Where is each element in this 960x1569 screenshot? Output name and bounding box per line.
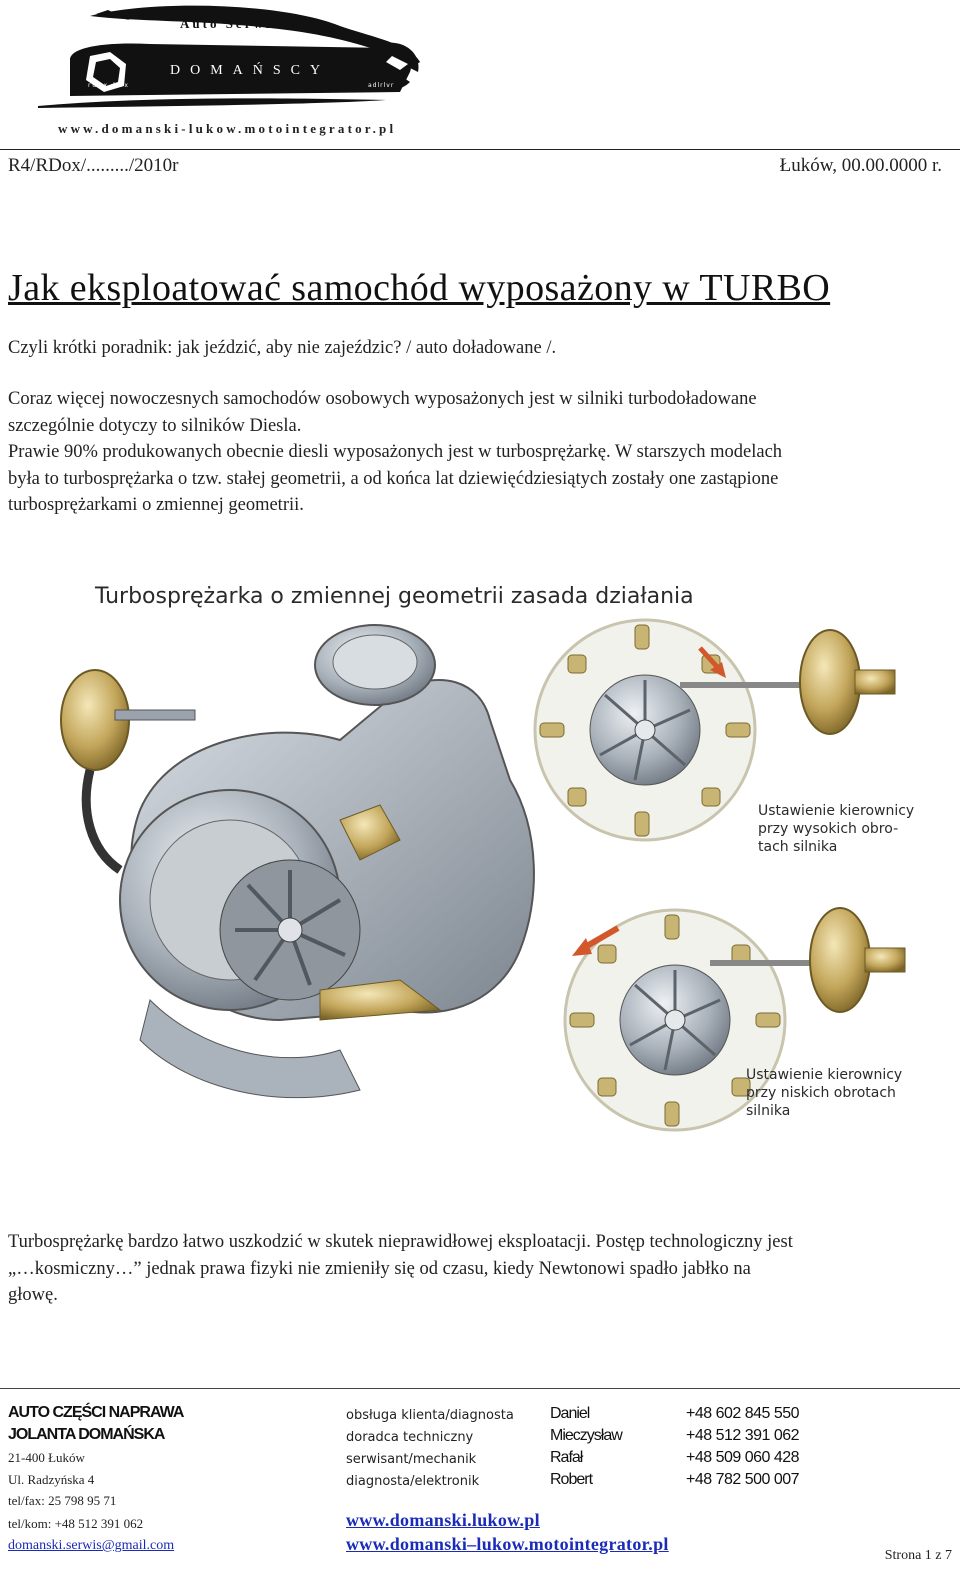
vane-ring-high-rpm — [535, 620, 755, 840]
contact-phone[interactable]: +48 509 060 428 — [686, 1449, 800, 1466]
contact-phone[interactable]: +48 782 500 007 — [686, 1471, 800, 1488]
footer-divider — [0, 1388, 960, 1389]
contact-role: diagnosta/elektronik — [346, 1474, 480, 1489]
text-line: Turbosprężarkę bardzo łatwo uszkodzić w skutek nieprawidłowej eksploatacji. Postęp technologiczny jest — [8, 1232, 793, 1252]
header-website[interactable]: www.domanski-lukow.motointegrator.pl — [58, 121, 397, 136]
contact-role: serwisant/mechanik — [346, 1452, 477, 1467]
text-line: była to turbosprężarka o tzw. stałej geometrii, a od końca lat dziewięćdziesiątych zostały one zastąpione — [8, 468, 779, 489]
text-line: Prawie 90% produkowanych obecnie diesli wyposażonych jest w turbosprężarkę. W starszych modelach — [8, 442, 783, 462]
text-line: turbosprężarkami o zmiennej geometrii. — [8, 495, 304, 515]
document-date: Łuków, 00.00.0000 r. — [779, 155, 942, 176]
document-reference: R4/RDox/........./2010r — [8, 155, 179, 176]
contact-role: obsługa klienta/diagnosta — [346, 1408, 514, 1423]
caption-line: przy niskich obrotach — [746, 1085, 896, 1101]
figure-title: Turbosprężarka o zmiennej geometrii zasada działania — [95, 584, 694, 609]
logo-text-domanscy: DOMAŃSCY — [170, 63, 331, 78]
logo-small-text: adlrlvr — [368, 82, 395, 89]
company-name: AUTO CZĘŚCI NAPRAWA — [8, 1404, 184, 1421]
text-line: głowę. — [8, 1285, 58, 1305]
caption-line: silnika — [746, 1103, 791, 1119]
contact-phone[interactable]: +48 512 391 062 — [686, 1427, 800, 1444]
header-divider — [0, 149, 960, 150]
caption-line: przy wysokich obro- — [758, 821, 899, 837]
contact-name: Robert — [550, 1471, 593, 1488]
contact-phone[interactable]: +48 602 845 550 — [686, 1405, 800, 1422]
article-subtitle: Czyli krótki poradnik: jak jeździć, aby nie zajeździc? / auto doładowane /. — [8, 338, 557, 358]
caption-low-rpm — [746, 1066, 931, 1120]
article-title: Jak eksploatować samochód wyposażony w TURBO — [8, 267, 831, 309]
contact-name: Daniel — [550, 1405, 590, 1422]
company-postal: 21-400 Łuków — [8, 1450, 85, 1465]
text-line: „…kosmiczny…” jednak prawa fizyki nie zmieniły się od czasu, kiedy Newtonowi spadło jabłko na — [8, 1258, 751, 1279]
paragraph-intro — [8, 386, 953, 519]
company-telfax: tel/fax: 25 798 95 71 — [8, 1493, 117, 1508]
page-number: Strona 1 z 7 — [884, 1548, 952, 1563]
text-line: Coraz więcej nowoczesnych samochodów osobowych wyposażonych jest w silniki turbodoładowane — [8, 389, 757, 409]
logo-text-auto-serwis: Auto Serwis — [180, 16, 281, 31]
paragraph-warning — [8, 1229, 953, 1309]
turbocharger-figure — [20, 570, 940, 1180]
website-link[interactable]: www.domanski.lukow.pl — [346, 1510, 540, 1530]
company-logo — [30, 0, 430, 120]
caption-line: Ustawienie kierownicy — [758, 803, 915, 819]
website-link[interactable]: www.domanski–lukow.motointegrator.pl — [346, 1534, 669, 1554]
company-street: Ul. Radzyńska 4 — [8, 1472, 95, 1487]
caption-line: tach silnika — [758, 839, 838, 855]
contact-name: Rafał — [550, 1449, 583, 1466]
company-telkom: tel/kom: +48 512 391 062 — [8, 1516, 144, 1531]
caption-high-rpm — [758, 802, 938, 856]
caption-line: Ustawienie kierownicy — [746, 1067, 903, 1083]
company-owner: JOLANTA DOMAŃSKA — [8, 1426, 165, 1443]
text-line: szczególnie dotyczy to silników Diesla. — [8, 415, 302, 436]
contact-role: doradca techniczny — [346, 1430, 474, 1445]
logo-small-text: rdox box — [88, 82, 130, 89]
contact-name: Mieczysław — [550, 1427, 622, 1444]
company-email-link[interactable]: domanski.serwis@gmail.com — [8, 1538, 175, 1553]
